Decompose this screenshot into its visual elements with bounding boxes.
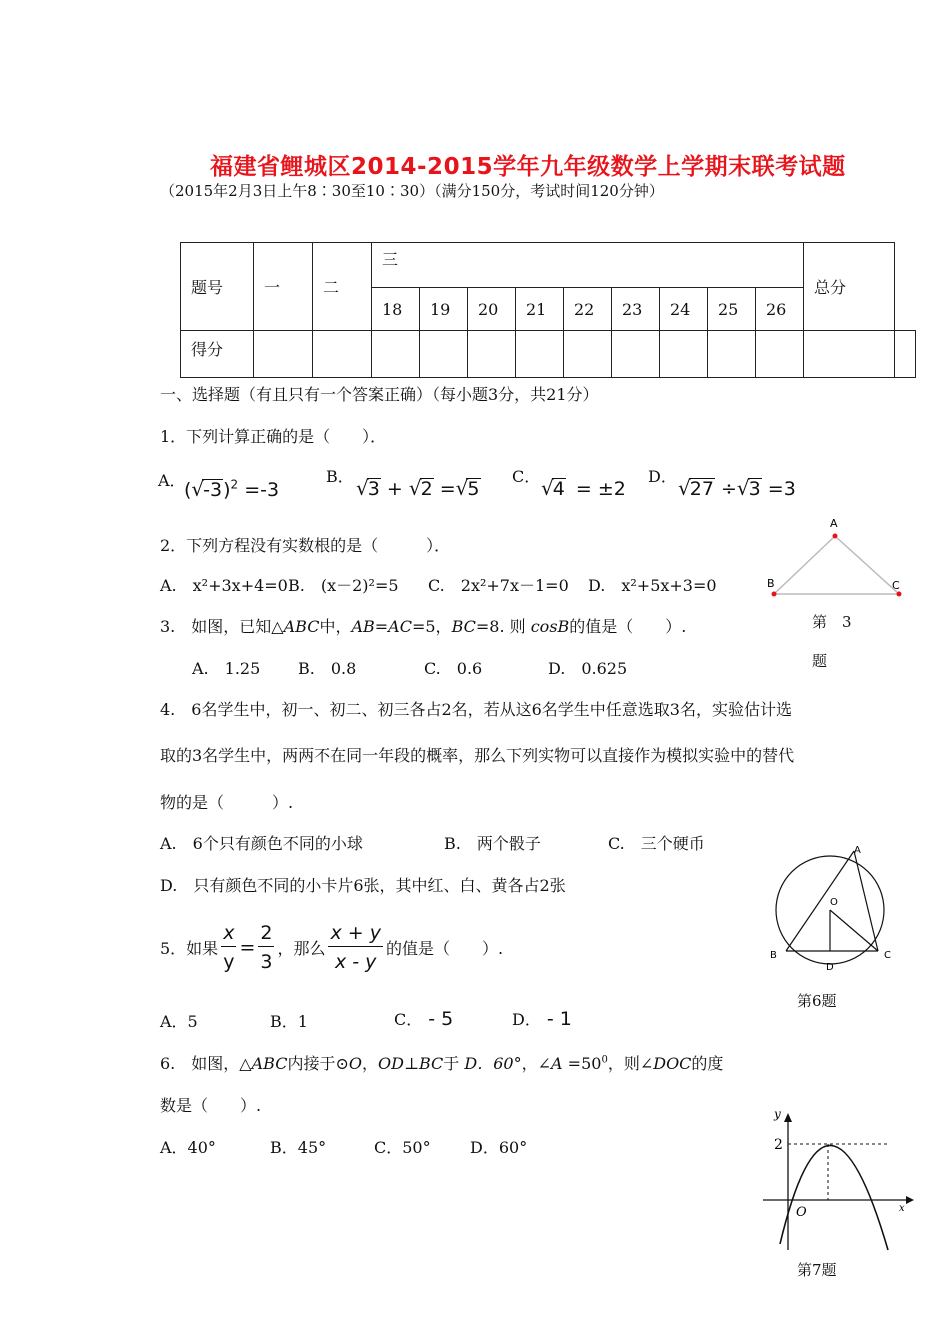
q5-option-d: [512, 1007, 572, 1030]
q6-stem-line-1: [160, 1051, 723, 1074]
score-cell: [254, 331, 313, 378]
exam-time-note: （2015年2月3日上午8∶30至10∶30）（满分150分，考试时间120分钟）: [160, 182, 664, 200]
q5-option-c: [394, 1007, 453, 1030]
equals-sign: =: [439, 478, 456, 500]
page-title: 福建省鲤城区2014-2015学年九年级数学上学期末联考试题: [210, 154, 846, 180]
side-ab: [786, 851, 854, 951]
text: 的值是（ ）.: [569, 617, 687, 636]
q3-option-b: B. 0.8: [298, 659, 357, 678]
label-y: y: [774, 1107, 781, 1121]
text: 中，: [319, 617, 352, 636]
value: - 1: [546, 1008, 572, 1030]
sub-number: 25: [708, 288, 756, 331]
q2-option-a: A. x²+3x+4=0: [160, 576, 288, 595]
q6-circle-figure: [766, 838, 906, 978]
fraction-sum-over-diff: [328, 922, 383, 973]
header-part-2: 二: [313, 243, 372, 331]
q1-option-c-expr: √4 = ±2: [541, 476, 626, 500]
divide-sign: ÷: [720, 478, 737, 500]
header-part-3: 三: [372, 243, 804, 288]
q6-figure-caption: 第6题: [797, 992, 837, 1010]
score-table: [180, 242, 916, 378]
math-abc: ABC: [283, 617, 320, 636]
side-ab: [774, 536, 835, 594]
score-cell: [660, 331, 708, 378]
math-cosb: cosB: [530, 617, 570, 636]
radicand: 27: [689, 478, 714, 500]
header-total: 总分: [804, 243, 895, 331]
q7-parabola-figure: [758, 1104, 923, 1254]
score-cell: [708, 331, 756, 378]
q5-option-b: B．1: [270, 1012, 308, 1031]
rhs: =3: [767, 478, 796, 500]
side-ac: [835, 536, 899, 594]
point-b: [772, 592, 777, 597]
q4-stem-line-2: 取的3名学生中，两两不在同一年段的概率，那么下列实物可以直接作为模拟实验中的替代: [160, 746, 795, 765]
point-a: [833, 534, 838, 539]
text: 的度: [691, 1054, 724, 1073]
score-cell: [804, 331, 895, 378]
value: - 5: [428, 1008, 454, 1030]
score-cell: [372, 331, 420, 378]
text: =5，: [411, 617, 452, 636]
text: =50: [562, 1054, 602, 1073]
radicand: 3: [748, 478, 761, 500]
sub-number: 24: [660, 288, 708, 331]
sub-number: 20: [468, 288, 516, 331]
text: 3. 如图，已知△: [160, 617, 284, 636]
q5-stem: [160, 922, 503, 973]
q4-option-d: D. 只有颜色不同的小卡片6张，其中红、白、黄各占2张: [160, 876, 566, 895]
label-c: C: [892, 579, 900, 592]
q3-option-d: D. 0.625: [548, 659, 628, 678]
x-axis-arrow-icon: [906, 1196, 914, 1204]
parabola-curve: [780, 1145, 888, 1250]
sub-number: 21: [516, 288, 564, 331]
score-cell: [564, 331, 612, 378]
score-cell: [420, 331, 468, 378]
q4-option-b: B. 两个骰子: [444, 834, 541, 853]
text: 的值是（ ）.: [385, 939, 504, 958]
radicand: 5: [467, 478, 480, 500]
rhs: = ±2: [575, 478, 626, 500]
numerator: x: [221, 922, 236, 947]
math-abc: ABC: [251, 1054, 288, 1073]
text: ，那么: [277, 939, 326, 958]
numerator: x + y: [328, 922, 383, 947]
text: =8. 则: [475, 617, 531, 636]
q6-option-c: C．50°: [374, 1138, 431, 1157]
text: ，: [361, 1054, 378, 1073]
sub-number: 19: [420, 288, 468, 331]
y-axis-arrow-icon: [784, 1113, 792, 1122]
q4-stem-line-3: 物的是（ ）.: [160, 793, 294, 812]
math-od-perp-bc: OD⊥BC: [378, 1054, 444, 1073]
text: ，则∠: [607, 1054, 654, 1073]
math-ab-ac: AB=AC: [351, 617, 412, 636]
q5-option-a: A．5: [160, 1012, 198, 1031]
q1-option-c-label: C．: [512, 467, 541, 486]
sub-number: 23: [612, 288, 660, 331]
denominator: x - y: [335, 951, 377, 973]
math-bc: BC: [451, 617, 476, 636]
q3-figure-caption-2: 题: [812, 652, 828, 670]
header-part-1: 一: [254, 243, 313, 331]
q2-option-d: D. x²+5x+3=0: [588, 576, 717, 595]
q2-stem: 2．下列方程没有实数根的是（ ）．: [160, 536, 451, 555]
radicand: -3: [203, 479, 223, 501]
point-c: [897, 592, 902, 597]
denominator: 3: [260, 951, 273, 973]
score-cell: [895, 331, 916, 378]
q4-stem-line-1: 4. 6名学生中，初一、初二、初三各占2名，若从这6名学生中任意选取3名，实验估计选: [160, 700, 792, 719]
radicand: 3: [367, 478, 380, 500]
sub-number: 18: [372, 288, 420, 331]
score-cell: [612, 331, 660, 378]
label-a: A: [830, 517, 838, 530]
q1-stem: 1．下列计算正确的是（ ）．: [160, 427, 387, 446]
label-b: B: [767, 577, 775, 590]
label-c: C: [884, 950, 891, 961]
q2-option-c: C. 2x²+7x－1=0: [428, 576, 569, 595]
section-heading: 一、选择题（有且只有一个答案正确）（每小题3分，共21分）: [160, 385, 599, 404]
text: 5．如果: [160, 939, 219, 958]
denominator: y: [223, 951, 235, 973]
q2-option-b: B. (x－2)²=5: [288, 576, 399, 595]
sub-number: 26: [756, 288, 804, 331]
q1-option-b-expr: √3 + √2 =√5: [356, 476, 480, 500]
label-a: A: [854, 845, 861, 856]
segment-oc: [830, 910, 878, 951]
q3-stem: [160, 614, 686, 637]
q4-option-c: C. 三个硬币: [608, 834, 705, 853]
label-2: 2: [774, 1137, 783, 1153]
label-d: D: [826, 962, 834, 973]
q1-option-a-expr: $(√-3)^2 =-3$: [184, 477, 280, 501]
fraction-2-over-3: [258, 922, 274, 973]
rhs: =-3: [244, 479, 280, 501]
text: 于: [443, 1054, 465, 1073]
equals-sign: =: [239, 936, 256, 959]
sub-number: 22: [564, 288, 612, 331]
q3-option-c: C. 0.6: [424, 659, 483, 678]
fraction-x-over-y: [221, 922, 236, 973]
radicand: 2: [420, 478, 433, 500]
degree-superscript: 0: [601, 1054, 608, 1066]
q7-figure-caption: 第7题: [797, 1261, 837, 1279]
numerator: 2: [258, 922, 274, 947]
q1-option-a-label: A．: [158, 471, 186, 490]
q3-option-a: A. 1.25: [192, 659, 261, 678]
score-row-label: 得分: [181, 331, 254, 378]
header-question-number: 题号: [181, 243, 254, 331]
side-ac: [854, 851, 878, 951]
q6-option-b: B．45°: [270, 1138, 327, 1157]
plus-sign: +: [386, 478, 403, 500]
q3-figure-caption-1: 第 3: [812, 613, 852, 631]
math-d: D．60°: [464, 1054, 522, 1073]
q6-option-d: D．60°: [470, 1138, 528, 1157]
q4-option-a: A. 6个只有颜色不同的小球: [160, 834, 363, 853]
score-cell: [468, 331, 516, 378]
score-cell: [313, 331, 372, 378]
q1-option-d-label: D．: [648, 467, 677, 486]
math-a: A: [551, 1054, 563, 1073]
text: 内接于⊙: [287, 1054, 349, 1073]
text: ，∠: [521, 1054, 552, 1073]
q6-option-a: A．40°: [160, 1138, 216, 1157]
label-o: O: [830, 897, 838, 908]
radicand: 4: [552, 478, 565, 500]
label: C．: [394, 1010, 423, 1029]
label: D．: [512, 1010, 541, 1029]
exponent: 2: [230, 477, 239, 492]
label-b: B: [770, 950, 777, 961]
math-doc: DOC: [653, 1054, 692, 1073]
score-cell: [756, 331, 804, 378]
q3-triangle-figure: [762, 514, 912, 604]
q6-stem-line-2: 数是（ ）.: [160, 1096, 262, 1115]
text: 6. 如图，△: [160, 1054, 252, 1073]
math-o: O: [348, 1054, 362, 1073]
label-origin: O: [796, 1205, 807, 1220]
q1-option-b-label: B．: [326, 467, 354, 486]
q1-option-d-expr: √27 ÷√3 =3: [678, 476, 796, 500]
label-x: x: [899, 1203, 905, 1214]
score-cell: [516, 331, 564, 378]
